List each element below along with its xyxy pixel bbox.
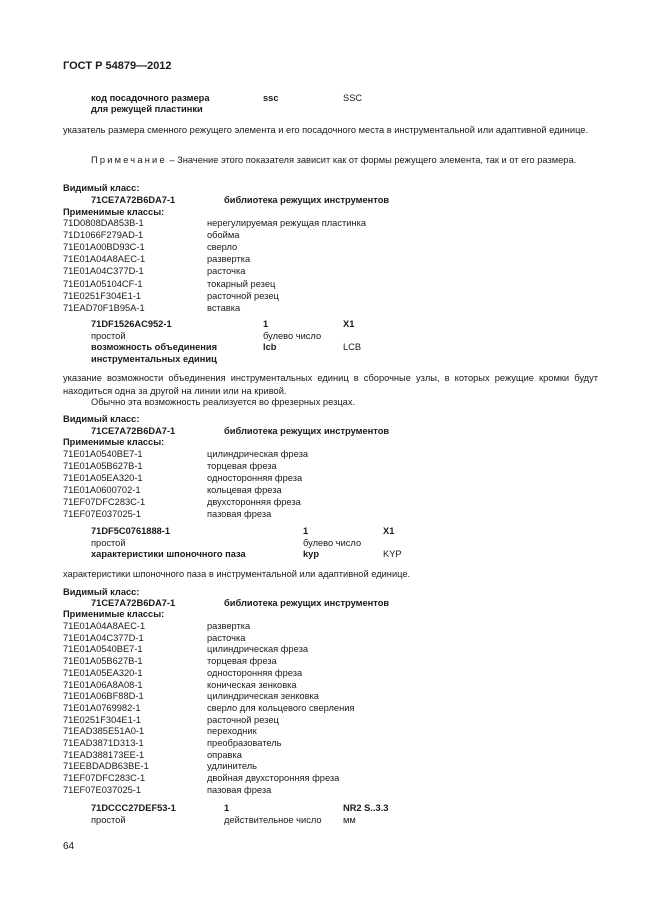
class-code: 71EAD70F1B95A-1 [63,302,145,313]
property-type: булево число [263,331,322,341]
property-name-line1: возможность объединения [91,342,218,352]
visible-class-name: библиотека режущих инструментов [224,598,390,608]
class-code: 71E01A0540BE7-1 [63,449,143,459]
class-name: оправка [207,749,242,760]
class-code: 71EAD3871D313-1 [63,738,144,748]
class-code: 71EF07DFC283C-1 [63,497,146,507]
class-name: расточной резец [207,290,279,301]
property-id: 71DF1526AC952-1 [91,319,172,329]
property-x: NR2 S..3.3 [343,803,389,813]
class-code: 71E01A05EA320-1 [63,473,143,483]
class-code: 71EF07E037025-1 [63,509,142,519]
class-code: 71EF07E037025-1 [63,784,142,795]
applicable-classes-label: Применимые классы: [63,609,165,619]
class-name: токарный резец [207,278,276,289]
visible-class-label: Видимый класс: [63,587,140,597]
document-header: ГОСТ Р 54879—2012 [63,60,172,72]
class-name: пазовая фреза [207,509,272,519]
class-code: 71E01A05104CF-1 [63,278,143,289]
property-type: действительное число [224,815,322,825]
class-name: двойная двухсторонняя фреза [207,773,340,784]
class-code: 71E01A00BD93C-1 [63,242,145,253]
property-x: X1 [383,526,395,536]
class-name: преобразователь [207,738,282,748]
class-code: 71E0251F304E1-1 [63,290,142,301]
property-name-line1: код посадочного размера [91,93,210,103]
class-name: расточной резец [207,714,279,725]
property-code: lcb [263,342,277,352]
property-kind: простой [91,538,126,548]
class-name: односторонняя фреза [207,667,303,678]
class-name: расточка [207,632,246,643]
class-name: цилиндрическая зенковка [207,691,319,702]
class-name: торцевая фреза [207,461,277,471]
property-unit: мм [343,815,356,825]
page-number: 64 [63,841,75,852]
class-code: 71E01A06A8A08-1 [63,679,143,690]
visible-class-code: 71CE7A72B6DA7-1 [91,598,176,608]
visible-class-label: Видимый класс: [63,183,140,193]
applicable-classes-label: Применимые классы: [63,437,165,447]
class-name: развертка [207,621,251,631]
property-id: 71DCCC27DEF53-1 [91,803,176,813]
note-word: Примечание [91,155,167,165]
definition-paragraph: характеристики шпоночного паза в инструментальной или адаптивной единице. [63,569,411,579]
property-name-line2: для режущей пластинки [91,104,203,114]
class-code: 71E0251F304E1-1 [63,714,142,725]
class-name: нерегулируемая режущая пластинка [207,218,367,228]
note-paragraph [63,154,598,167]
property-value: LCB [343,342,362,352]
note-text: – Значение этого показателя зависит как от формы режущего элемента, так и от его размера. [166,155,577,165]
class-code: 71E01A05EA320-1 [63,667,143,678]
class-name: односторонняя фреза [207,473,303,483]
class-name: коническая зенковка [207,679,297,690]
class-name: удлинитель [207,761,257,772]
class-code: 71E01A0769982-1 [63,702,141,713]
property-kind: простой [91,815,126,825]
visible-class-label: Видимый класс: [63,414,140,424]
property-code: kyp [303,549,320,559]
class-code: 71D0808DA853B-1 [63,218,144,228]
class-code: 71E01A04C377D-1 [63,632,144,643]
class-name: развертка [207,254,251,265]
class-code: 71D1066F279AD-1 [63,230,144,241]
class-name: сверло для кольцевого сверления [207,702,355,713]
visible-class-name: библиотека режущих инструментов [224,426,390,436]
class-name: цилиндрическая фреза [207,449,308,459]
property-name-line2: инструментальных единиц [91,354,217,364]
property-count: 1 [263,319,269,329]
class-name: обойма [207,230,240,241]
property-code: ssc [263,93,279,103]
class-code: 71E01A06BF88D-1 [63,691,144,702]
property-name: характеристики шпоночного паза [91,549,246,559]
class-code: 71E01A05B627B-1 [63,656,143,667]
property-count: 1 [224,803,230,813]
class-code: 71E01A04A8AEC-1 [63,254,146,265]
definition-paragraph: указание возможности объединения инструментальных единиц в сборочные узлы, в которых режущие кромки будут находиться одна за другой на линии или на кривой. [63,373,598,396]
visible-class-code: 71CE7A72B6DA7-1 [91,195,176,205]
property-type: булево число [303,538,362,548]
visible-class-code: 71CE7A72B6DA7-1 [91,426,176,436]
property-x: X1 [343,319,355,329]
property-count: 1 [303,526,309,536]
definition-paragraph: указатель размера сменного режущего элемента и его посадочного места в инструментальной или адаптивной единице. [63,125,589,135]
class-name: расточка [207,266,246,277]
class-name: торцевая фреза [207,656,277,667]
class-code: 71EAD385E51A0-1 [63,726,145,737]
class-name: переходник [207,726,257,737]
property-id: 71DF5C0761888-1 [91,526,171,536]
class-code: 71EAD388173EE-1 [63,749,145,760]
definition-paragraph-2: Обычно эта возможность реализуется во фрезерных резцах. [91,397,356,407]
class-code: 71EEBDADB63BE-1 [63,761,149,772]
class-code: 71EF07DFC283C-1 [63,773,146,784]
class-code: 71E01A04A8AEC-1 [63,621,146,631]
visible-class-name: библиотека режущих инструментов [224,195,390,205]
class-name: цилиндрическая фреза [207,644,308,655]
class-name: вставка [207,302,241,313]
class-name: пазовая фреза [207,784,272,795]
class-name: двухсторонняя фреза [207,497,301,507]
class-code: 71E01A05B627B-1 [63,461,143,471]
class-name: кольцевая фреза [207,485,282,495]
class-code: 71E01A04C377D-1 [63,266,144,277]
applicable-classes-label: Применимые классы: [63,207,165,217]
class-code: 71E01A0600702-1 [63,485,141,495]
property-value: SSC [343,93,363,103]
property-kind: простой [91,331,126,341]
property-value: KYP [383,549,402,559]
class-code: 71E01A0540BE7-1 [63,644,143,655]
class-name: сверло [207,242,238,253]
